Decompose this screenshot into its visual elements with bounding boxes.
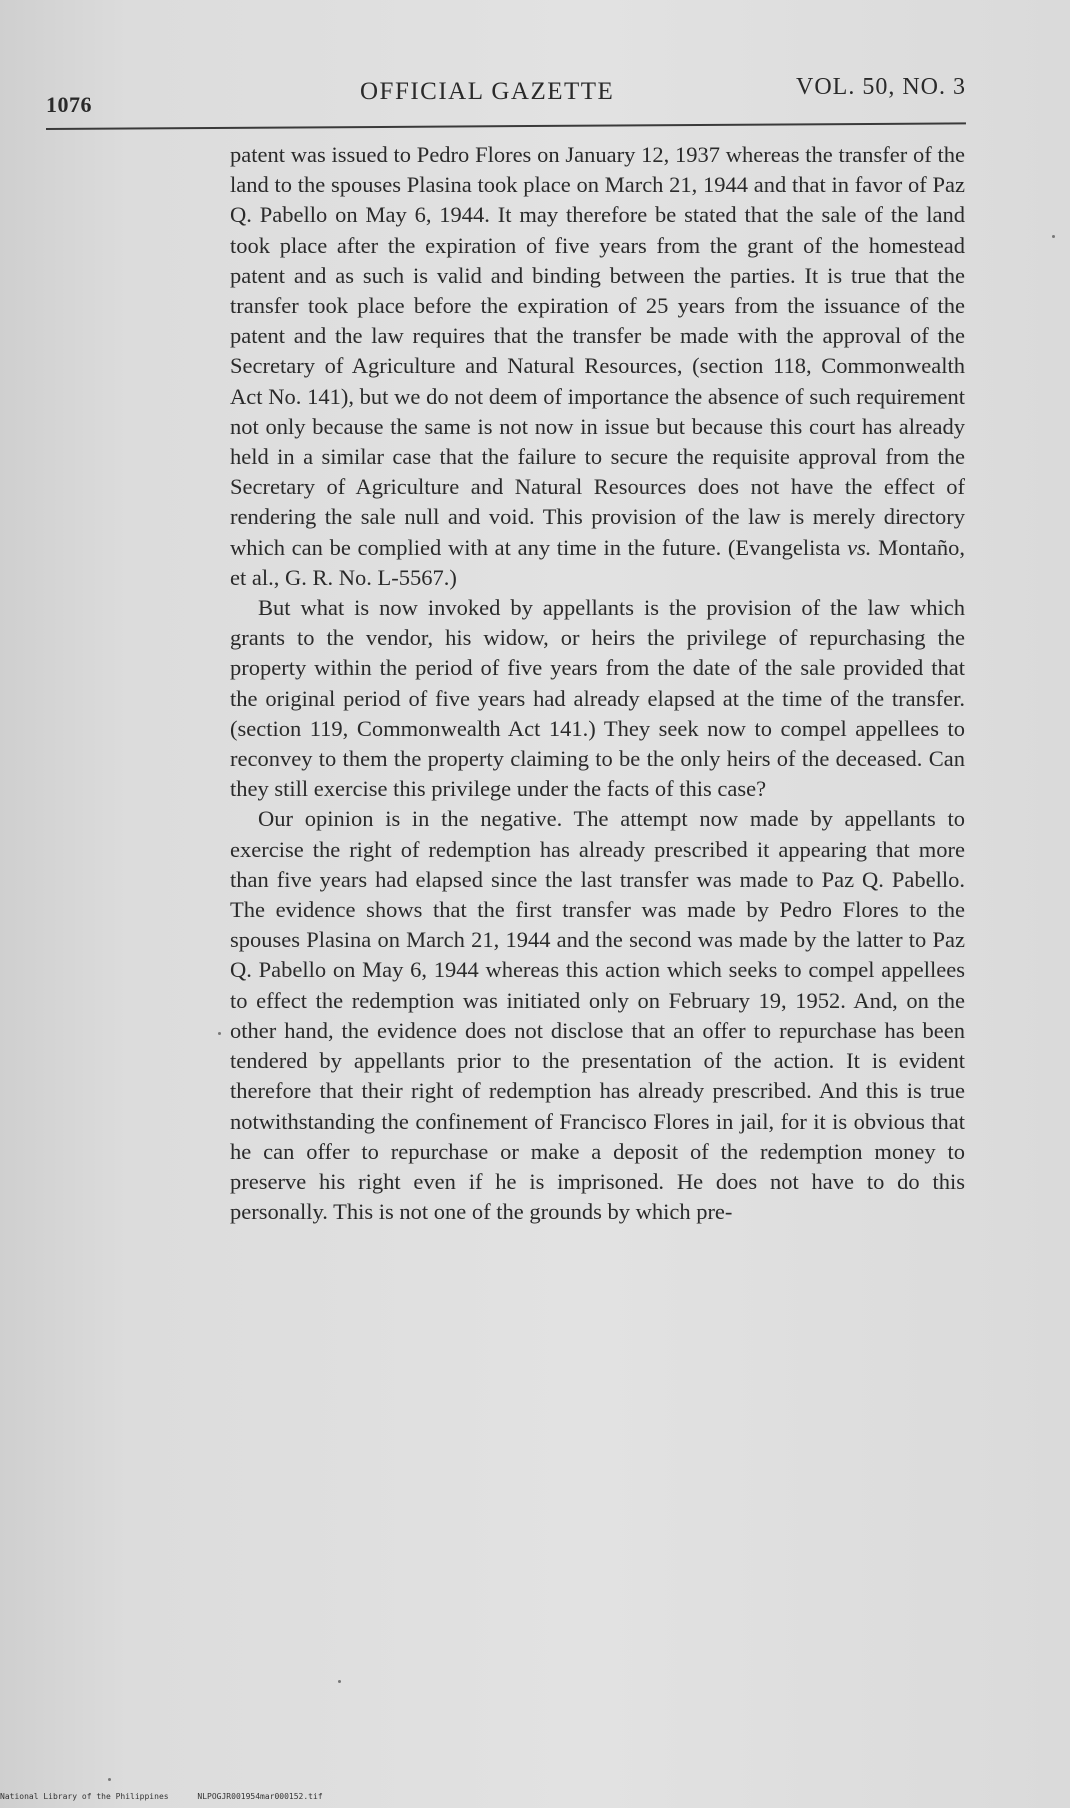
dust-speck	[108, 1778, 111, 1781]
scan-footer	[0, 1792, 347, 1801]
paragraph-1-text: patent was issued to Pedro Flores on January 12, 1937 whereas the transfer of the land to the spouses Plasina took place on March 21, 1944 and that in favor of Paz Q. Pabello on May 6, 1944. It may therefore be stated that the sale of the land took place after the expiration of five years from the grant of the homestead patent and as such is valid and binding between the parties. It is true that the transfer took place before the expiration of 25 years from the issuance of the patent and the law requires that the transfer be made with the approval of the Secretary of Agriculture and Natural Resources, (section 118, Commonwealth Act No. 141), but we do not deem of importance the absence of such requirement not only because the same is not now in issue but because this court has already held in a similar case that the failure to secure the requisite approval from the Secretary of Agriculture and Natural Resources does not have the effect of rendering the sale null and void. This provision of the law is merely directory which can be complied with at any time in the future. (Evangelista	[230, 142, 965, 560]
journal-title: OFFICIAL GAZETTE	[360, 78, 615, 105]
footer-library: National Library of the Philippines	[0, 1792, 169, 1801]
dust-speck	[218, 1032, 221, 1035]
paragraph-1	[230, 140, 965, 593]
header-rule	[46, 122, 966, 130]
dust-speck	[1052, 235, 1055, 238]
page-number: 1076	[46, 92, 92, 117]
volume-number: VOL. 50, NO. 3	[796, 74, 966, 100]
footer-file: NLPOGJR001954mar000152.tif	[197, 1792, 323, 1801]
paragraph-3: Our opinion is in the negative. The attempt now made by appellants to exercise the right of redemption has already prescribed it appearing that more than five years had elapsed since the last transfer was made to Paz Q. Pabello. The evidence shows that the first transfer was made by Pedro Flores to the spouses Plasina on March 21, 1944 and the second was made by the latter to Paz Q. Pabello on May 6, 1944 whereas this action which seeks to compel appellees to effect the redemption was initiated only on February 19, 1952. And, on the other hand, the evidence does not disclose that an offer to repurchase has been tendered by appellants prior to the presentation of the action. It is evident therefore that their right of redemption has already prescribed. And this is true notwithstanding the confinement of Francisco Flores in jail, for it is obvious that he can offer to repurchase or make a deposit of the redemption money to preserve his right even if he is imprisoned. He does not have to do this personally. This is not one of the grounds by which pre-	[230, 806, 965, 1225]
paragraph-1-citation: Montaño, et al., G. R. No. L-5567.)	[230, 534, 966, 590]
body-text	[230, 140, 965, 1227]
page-header	[46, 70, 966, 120]
dust-speck	[338, 1680, 341, 1683]
paragraph-1-versus: vs.	[847, 534, 872, 560]
paragraph-2: But what is now invoked by appellants is the provision of the law which grants to the vendor, his widow, or heirs the privilege of repurchasing the property within the period of five years from the date of the sale provided that the original period of five years had already elapsed at the time of the transfer. (section 119, Commonwealth Act 141.) They seek now to compel appellees to reconvey to them the property claiming to be the only heirs of the deceased. Can they still exercise this privilege under the facts of this case?	[230, 595, 965, 802]
